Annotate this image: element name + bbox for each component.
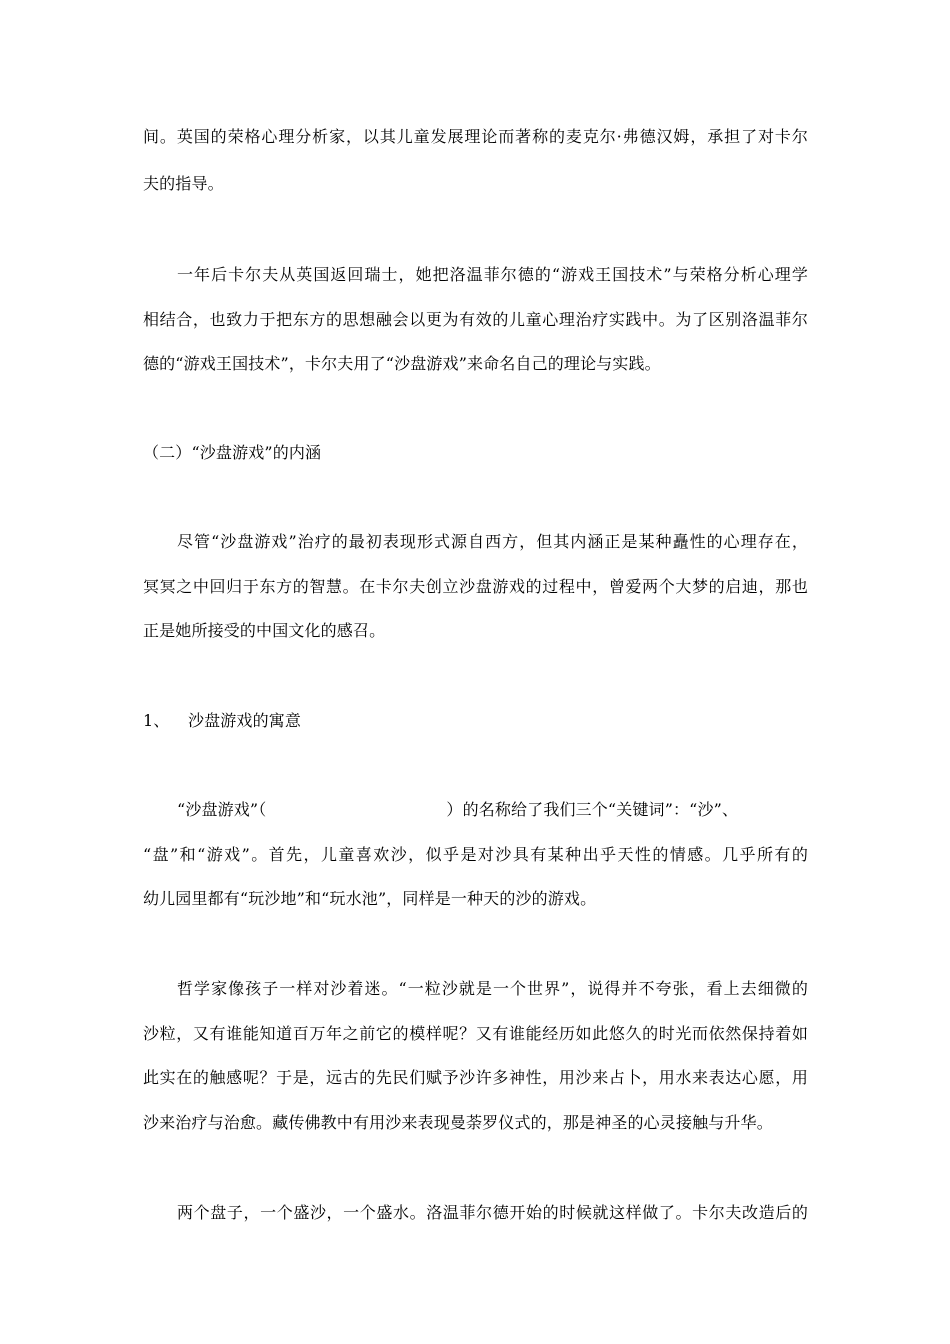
paragraph-line: 一年后卡尔夫从英国返回瑞士，她把洛温菲尔德的“游戏王国技术”与荣格分析心理学	[177, 265, 808, 284]
paragraph-line: 冥冥之中回归于东方的智慧。在卡尔夫创立沙盘游戏的过程中，曾爱两个大梦的启迪，那也	[143, 577, 808, 596]
paragraph-line: 沙来治疗与治愈。藏传佛教中有用沙来表现曼荼罗仪式的，那是神圣的心灵接触与升华。	[143, 1113, 773, 1132]
paragraph-line: 幼儿园里都有“玩沙地”和“玩水池”，同样是一种天的沙的游戏。	[143, 889, 597, 908]
paragraph-line: 间。英国的荣格心理分析家，以其儿童发展理论而著称的麦克尔·弗德汉姆，承担了对卡尔	[143, 127, 808, 146]
paragraph-line: 尽管“沙盘游戏”治疗的最初表现形式源自西方，但其内涵正是某种矗性的心理存在，	[177, 532, 808, 551]
paragraph-line: 相结合，也致力于把东方的思想融会以更为有效的儿童心理治疗实践中。为了区别洛温菲尔	[143, 310, 808, 329]
subsection-number: 1、	[143, 711, 170, 730]
paragraph-line: 正是她所接受的中国文化的感召。	[143, 621, 386, 640]
paragraph-line: 哲学家像孩子一样对沙着迷。“一粒沙就是一个世界”，说得并不夸张，看上去细微的	[177, 979, 808, 998]
paragraph-line: 夫的指导。	[143, 174, 224, 193]
paragraph-line: 德的“游戏王国技术”，卡尔夫用了“沙盘游戏”来命名自己的理论与实践。	[143, 354, 661, 373]
paragraph-line: 两个盘子，一个盛沙，一个盛水。洛温菲尔德开始的时候就这样做了。卡尔夫改造后的	[177, 1203, 808, 1222]
subsection-heading	[143, 711, 808, 731]
paragraph-line	[177, 800, 808, 820]
paragraph-line: 此实在的触感呢？于是，远古的先民们赋予沙许多神性，用沙来占卜，用水来表达心愿，用	[143, 1068, 808, 1087]
paragraph-fragment: “沙盘游戏”（	[177, 800, 267, 819]
section-heading: （二）“沙盘游戏”的内涵	[143, 443, 322, 462]
subsection-title: 沙盘游戏的寓意	[187, 711, 302, 730]
paragraph-line: “盘”和“游戏”。首先，儿童喜欢沙，似乎是对沙具有某种出乎天性的情感。几乎所有的	[143, 845, 808, 864]
paragraph-line: 沙粒，又有谁能知道百万年之前它的模样呢？又有谁能经历如此悠久的时光而依然保持着如	[143, 1024, 808, 1043]
paragraph-fragment: ）的名称给了我们三个“关键词”：“沙”、	[446, 800, 739, 819]
